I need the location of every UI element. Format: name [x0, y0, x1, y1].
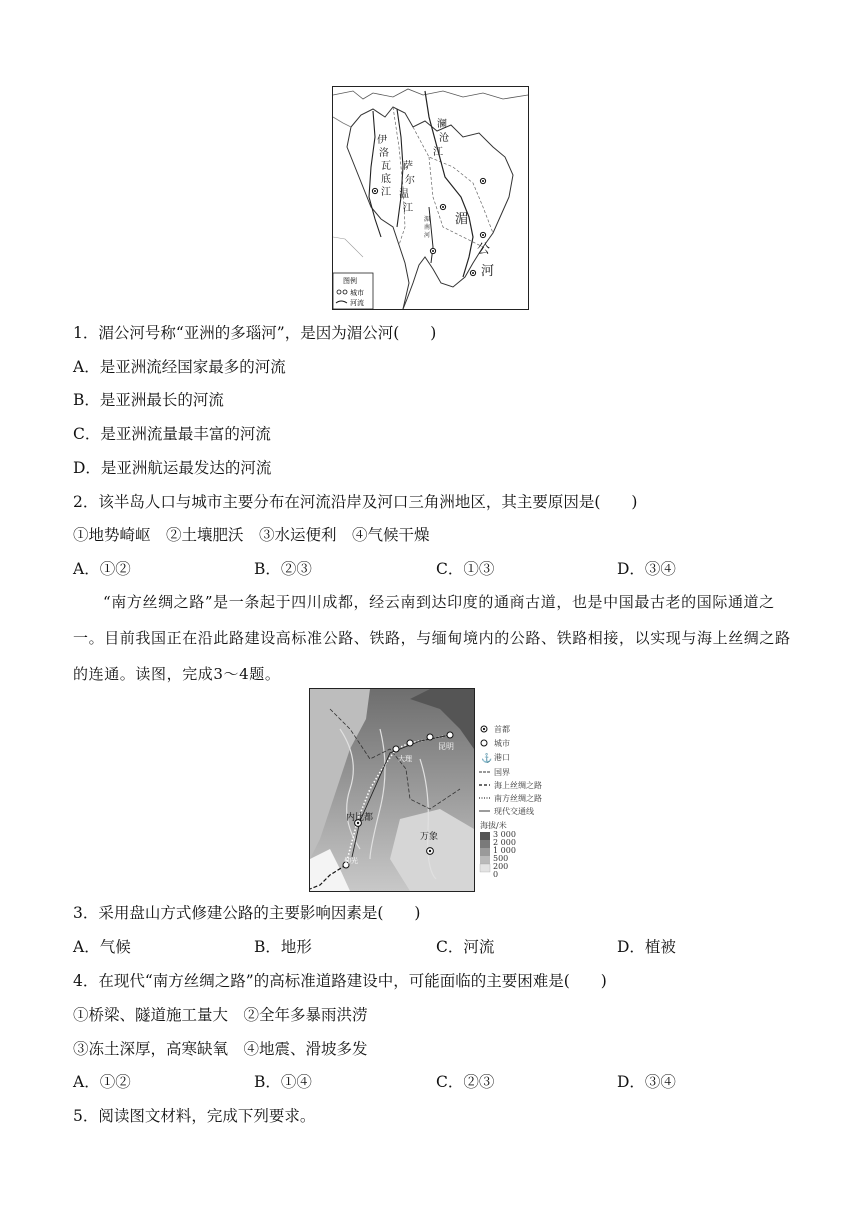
legend-maritime-silk-road: 海上丝绸之路: [494, 781, 542, 790]
q2-option-d[interactable]: D．③④: [617, 560, 676, 578]
chao-phraya-char-2: 南: [424, 224, 431, 231]
lancang-char-3: 江: [433, 147, 443, 158]
q1-option-b[interactable]: B．是亚洲最长的河流: [73, 391, 224, 409]
passage-text: “南方丝绸之路”是一条起于四川成都，经云南到达印度的通商古道，也是中国最古老的国际通道之一。目前我国正在沿此路建设高标准公路、铁路，与缅甸境内的公路、铁路相接，以实现与海上丝绸之路的连通。读图，完成3～4题。: [73, 593, 791, 683]
elevation-level-500: 500: [493, 854, 509, 863]
q1-option-a[interactable]: A．是亚洲流经国家最多的河流: [73, 358, 286, 376]
legend-border: 国界: [494, 768, 510, 777]
silk-road-map: [309, 688, 475, 892]
elevation-level-200: 200: [493, 862, 509, 871]
legend-city: 城市: [494, 739, 510, 748]
legend-transport-line: 现代交通线: [494, 807, 534, 816]
irrawaddy-char-4: 底: [381, 174, 391, 185]
legend-elevation-title: 海拔/米: [480, 821, 507, 830]
indochina-map: [332, 86, 529, 310]
salween-char-2: 尔: [405, 175, 415, 186]
lancang-char-1: 澜: [437, 119, 447, 130]
elevation-level-2000: 2 000: [493, 838, 516, 847]
elevation-level-1000: 1 000: [493, 846, 516, 855]
q2-option-a[interactable]: A．①②: [73, 560, 131, 578]
yangon-label: 仰光: [344, 857, 358, 865]
elevation-level-3000: 3 000: [493, 830, 516, 839]
q4-stem: 4．在现代“南方丝绸之路”的高标准道路建设中，可能面临的主要困难是( ): [73, 972, 607, 990]
q3-option-b[interactable]: B．地形: [254, 938, 312, 956]
q4-statements-line1: ①桥梁、隧道施工量大 ②全年多暴雨洪涝: [73, 1006, 368, 1024]
q3-option-a[interactable]: A．气候: [73, 938, 131, 956]
silk-road-map-svg: [310, 689, 474, 891]
salween-char-1: 萨: [403, 161, 413, 172]
mekong-char-3: 河: [481, 264, 495, 279]
irrawaddy-char-5: 江: [381, 187, 391, 198]
map1-legend-river: 河流: [350, 299, 364, 307]
chao-phraya-char-1: 湄: [424, 216, 431, 223]
city-symbol-icon: [337, 290, 341, 294]
q4-option-b[interactable]: B．①④: [254, 1073, 312, 1091]
irrawaddy-char-3: 瓦: [381, 161, 391, 172]
q2-option-b[interactable]: B．②③: [254, 560, 312, 578]
silk-road-legend: [478, 688, 588, 888]
q1-option-d[interactable]: D．是亚洲航运最发达的河流: [73, 459, 272, 477]
salween-char-3: 温: [399, 189, 409, 200]
legend-port: 港口: [494, 753, 510, 762]
q3-option-d[interactable]: D．植被: [617, 938, 676, 956]
chao-phraya-char-3: 河: [424, 232, 431, 239]
q4-option-a[interactable]: A．①②: [73, 1073, 131, 1091]
legend-southern-silk-road: 南方丝绸之路: [494, 794, 542, 803]
lancang-char-2: 沧: [439, 133, 449, 144]
mekong-char-2: 公: [477, 242, 491, 257]
dali-label: 大理: [398, 755, 412, 763]
q4-option-d[interactable]: D．③④: [617, 1073, 676, 1091]
q5-stem: 5．阅读图文材料，完成下列要求。: [73, 1107, 316, 1125]
mekong-char-1: 湄: [455, 212, 469, 227]
elevation-level-0: 0: [493, 870, 499, 879]
q2-option-c[interactable]: C．①③: [436, 560, 495, 578]
kunming-label: 昆明: [438, 742, 454, 751]
salween-char-4: 江: [403, 203, 413, 214]
irrawaddy-char-2: 洛: [379, 148, 389, 159]
q1-stem: 1．湄公河号称“亚洲的多瑙河”，是因为湄公河( ): [73, 324, 437, 342]
q4-option-c[interactable]: C．②③: [436, 1073, 495, 1091]
naypyidaw-label: 内比都: [346, 813, 374, 823]
map1-legend-title: 图例: [343, 277, 357, 285]
q2-statements: ①地势崎岖 ②土壤肥沃 ③水运便利 ④气候干燥: [73, 526, 430, 544]
q3-option-c[interactable]: C．河流: [436, 938, 495, 956]
map1-legend-city: 城市: [350, 289, 364, 297]
vientiane-label: 万象: [420, 832, 439, 842]
q1-option-c[interactable]: C．是亚洲流量最丰富的河流: [73, 425, 271, 443]
irrawaddy-char-1: 伊: [377, 135, 387, 146]
q3-stem: 3．采用盘山方式修建公路的主要影响因素是( ): [73, 904, 421, 922]
indochina-map-svg: [333, 87, 528, 309]
anchor-icon: ⚓: [481, 754, 493, 764]
legend-capital: 首都: [494, 725, 510, 734]
q2-stem: 2．该半岛人口与城市主要分布在河流沿岸及河口三角洲地区，其主要原因是( ): [73, 493, 638, 511]
q4-statements-line2: ③冻土深厚，高寒缺氧 ④地震、滑坡多发: [73, 1040, 368, 1058]
